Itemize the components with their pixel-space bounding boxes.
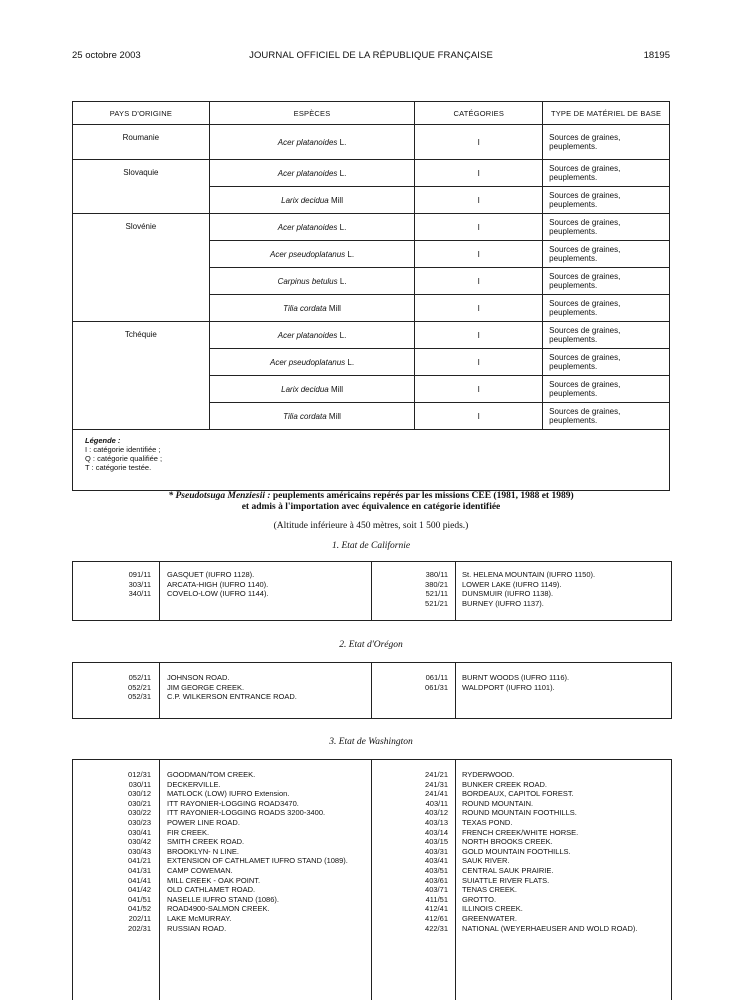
stand-name: WALDPORT (IUFRO 1101). xyxy=(462,682,555,692)
stand-name: DECKERVILLE. xyxy=(167,779,221,789)
material-type-cell: Sources de graines, peuplements. xyxy=(543,125,670,160)
material-type-cell: Sources de graines, peuplements. xyxy=(543,295,670,322)
stand-name: FIR CREEK. xyxy=(167,827,210,837)
stand-name: SUIATTLE RIVER FLATS. xyxy=(462,875,550,885)
column-divider xyxy=(159,663,160,718)
stand-code: 202/31 xyxy=(128,923,151,933)
material-type-cell: Sources de graines, peuplements. xyxy=(543,322,670,349)
stand-code: 041/52 xyxy=(128,904,151,914)
country-cell: Roumanie xyxy=(73,125,210,160)
stand-name: TEXAS POND. xyxy=(462,818,513,827)
table-row xyxy=(73,160,670,187)
species-cell xyxy=(209,160,415,187)
species-cell xyxy=(209,268,415,295)
species-cell xyxy=(209,187,415,214)
stand-code: 030/22 xyxy=(128,808,151,818)
stand-name: NATIONAL (WEYERHAEUSER AND WOLD ROAD). xyxy=(462,923,638,933)
table-header-row xyxy=(73,102,670,125)
species-author: L. xyxy=(347,249,355,259)
stand-name: BURNEY (IUFRO 1137). xyxy=(462,598,544,608)
stand-code: 030/23 xyxy=(128,818,151,827)
category-cell: I xyxy=(415,187,543,214)
header-page-number: 18195 xyxy=(643,50,670,61)
stand-code: 030/41 xyxy=(128,827,151,837)
material-type-cell: Sources de graines, peuplements. xyxy=(543,268,670,295)
column-header: TYPE DE MATÉRIEL DE BASE xyxy=(543,102,670,125)
species-cell xyxy=(209,376,415,403)
stand-code: 380/21 xyxy=(425,579,448,589)
species-author: Mill xyxy=(328,303,341,313)
stand-name: LOWER LAKE (IUFRO 1149). xyxy=(462,579,562,589)
material-type-cell: Sources de graines, peuplements. xyxy=(543,160,670,187)
stand-name: COVELO-LOW (IUFRO 1144). xyxy=(167,589,269,599)
species-name: Tilia cordata xyxy=(283,411,327,421)
species-name: Acer platanoides xyxy=(277,330,338,340)
stand-name: ROAD4900-SALMON CREEK. xyxy=(167,904,270,914)
stand-name: BUNKER CREEK ROAD. xyxy=(462,779,548,789)
legend-line: T : catégorie testée. xyxy=(85,463,152,472)
stand-name: BORDEAUX, CAPITOL FOREST. xyxy=(462,789,574,799)
stand-list-washington xyxy=(72,759,672,1000)
stand-code: 041/31 xyxy=(128,866,151,875)
stand-code: 403/41 xyxy=(425,856,448,866)
stand-name: SAUK RIVER. xyxy=(462,856,510,866)
stand-code: 030/12 xyxy=(128,789,151,799)
stand-name: GASQUET (IUFRO 1128). xyxy=(167,570,255,579)
stand-code: 521/21 xyxy=(425,598,448,608)
stand-name: POWER LINE ROAD. xyxy=(167,818,240,827)
category-cell: I xyxy=(415,322,543,349)
species-cell xyxy=(209,295,415,322)
column-divider xyxy=(159,562,160,620)
column-header: PAYS D'ORIGINE xyxy=(73,102,210,125)
header-journal-title: JOURNAL OFFICIEL DE LA RÉPUBLIQUE FRANÇAISE xyxy=(249,50,493,61)
species-table xyxy=(72,101,670,491)
stand-name: SMITH CREEK ROAD. xyxy=(167,837,245,847)
stand-code: 403/12 xyxy=(425,808,448,818)
stand-code: 422/31 xyxy=(425,923,448,933)
stand-name: CENTRAL SAUK PRAIRIE. xyxy=(462,866,554,875)
stand-name: ILLINOIS CREEK. xyxy=(462,904,523,914)
species-cell xyxy=(209,349,415,376)
country-cell: Slovénie xyxy=(73,214,210,322)
stand-code: 030/43 xyxy=(128,846,151,856)
stand-code: 061/31 xyxy=(425,682,448,692)
stand-name: RYDERWOOD. xyxy=(462,770,515,779)
table-row xyxy=(73,214,670,241)
species-name: Acer pseudoplatanus xyxy=(270,249,346,259)
stand-code: 521/11 xyxy=(425,589,448,599)
stand-name: ROUND MOUNTAIN FOOTHILLS. xyxy=(462,808,577,818)
stand-name: TENAS CREEK. xyxy=(462,885,518,895)
stand-name: BURNT WOODS (IUFRO 1116). xyxy=(462,673,570,682)
stand-name: OLD CATHLAMET ROAD. xyxy=(167,885,256,895)
table-row xyxy=(73,125,670,160)
category-cell: I xyxy=(415,295,543,322)
stand-name: ARCATA-HIGH (IUFRO 1140). xyxy=(167,579,269,589)
note-text-1: peuplements américains repérés par les missions CEE (1981, 1988 et 1989) xyxy=(272,491,574,501)
species-author: Mill xyxy=(328,411,341,421)
species-author: L. xyxy=(339,276,347,286)
stand-name: MATLOCK (LOW) IUFRO Extension. xyxy=(167,789,290,799)
stand-name: DUNSMUIR (IUFRO 1138). xyxy=(462,589,554,599)
species-author: L. xyxy=(339,222,347,232)
stand-name: GREENWATER. xyxy=(462,914,518,923)
stand-code: 041/51 xyxy=(128,894,151,904)
column-header: CATÉGORIES xyxy=(415,102,543,125)
material-type-cell: Sources de graines, peuplements. xyxy=(543,241,670,268)
note-text-2: et admis à l'importation avec équivalence en catégorie identifiée xyxy=(241,502,501,512)
category-cell: I xyxy=(415,125,543,160)
stand-code: 241/41 xyxy=(425,789,448,799)
stand-list-californie xyxy=(72,561,672,621)
column-divider xyxy=(159,760,160,1000)
species-author: L. xyxy=(347,357,355,367)
stand-code: 412/61 xyxy=(425,914,448,923)
column-divider xyxy=(371,663,372,718)
species-author: Mill xyxy=(330,384,343,394)
stand-name: FRENCH CREEK/WHITE HORSE. xyxy=(462,827,579,837)
stand-code: 340/11 xyxy=(128,589,151,599)
column-divider xyxy=(455,562,456,620)
species-author: L. xyxy=(339,137,347,147)
stand-code: 052/31 xyxy=(128,692,151,702)
stand-name: EXTENSION OF CATHLAMET IUFRO STAND (1089). xyxy=(167,856,348,866)
column-divider xyxy=(455,663,456,718)
category-cell: I xyxy=(415,268,543,295)
stand-name: ITT RAYONIER-LOGGING ROADS 3200-3400. xyxy=(167,808,326,818)
legend-line: I : catégorie identifiée ; xyxy=(85,445,161,454)
column-divider xyxy=(371,562,372,620)
stand-code: 403/15 xyxy=(425,837,448,847)
stand-code: 091/11 xyxy=(128,570,151,579)
column-header: ESPÈCES xyxy=(209,102,415,125)
stand-code: 380/11 xyxy=(425,570,448,579)
stand-name: NASELLE IUFRO STAND (1086). xyxy=(167,894,279,904)
stand-code: 202/11 xyxy=(128,914,151,923)
species-name: Acer platanoides xyxy=(277,222,338,232)
stand-name: BROOKLYN- N LINE. xyxy=(167,846,239,856)
header-date: 25 octobre 2003 xyxy=(72,50,141,61)
table-row xyxy=(73,322,670,349)
stand-name: GOODMAN/TOM CREEK. xyxy=(167,770,256,779)
species-author: L. xyxy=(339,168,347,178)
stand-code: 403/13 xyxy=(425,818,448,827)
stand-code: 403/61 xyxy=(425,875,448,885)
column-divider xyxy=(455,760,456,1000)
stand-name: JOHNSON ROAD. xyxy=(167,673,230,682)
stand-name: NORTH BROOKS CREEK. xyxy=(462,837,553,847)
stand-code: 030/42 xyxy=(128,837,151,847)
column-divider xyxy=(371,760,372,1000)
stand-name: C.P. WILKERSON ENTRANCE ROAD. xyxy=(167,692,297,702)
category-cell: I xyxy=(415,403,543,430)
stand-code: 403/51 xyxy=(425,866,448,875)
legend-title: Légende : xyxy=(85,436,121,445)
page-header xyxy=(72,50,670,64)
material-type-cell: Sources de graines, peuplements. xyxy=(543,403,670,430)
stand-code: 411/51 xyxy=(425,894,448,904)
stand-list-oregon xyxy=(72,662,672,719)
stand-code: 052/11 xyxy=(128,673,151,682)
material-type-cell: Sources de graines, peuplements. xyxy=(543,214,670,241)
stand-code: 303/11 xyxy=(128,579,151,589)
country-cell: Tchéquie xyxy=(73,322,210,430)
stand-code: 403/71 xyxy=(425,885,448,895)
category-cell: I xyxy=(415,214,543,241)
stand-code: 041/42 xyxy=(128,885,151,895)
stand-name: MILL CREEK - OAK POINT. xyxy=(167,875,261,885)
species-name: Acer platanoides xyxy=(277,137,338,147)
stand-name: CAMP COWEMAN. xyxy=(167,866,233,875)
stand-code: 403/31 xyxy=(425,846,448,856)
species-author: L. xyxy=(339,330,347,340)
section-title-washington: 3. Etat de Washington xyxy=(329,737,413,747)
material-type-cell: Sources de graines, peuplements. xyxy=(543,349,670,376)
stand-code: 403/14 xyxy=(425,827,448,837)
species-cell xyxy=(209,214,415,241)
stand-code: 041/41 xyxy=(128,875,151,885)
stand-code: 030/11 xyxy=(128,779,151,789)
pseudotsuga-note xyxy=(72,491,670,513)
altitude-note: (Altitude inférieure à 450 mètres, soit 1 500 pieds.) xyxy=(273,521,469,531)
section-title-oregon: 2. Etat d'Orégon xyxy=(339,640,403,650)
stand-code: 012/31 xyxy=(128,770,151,779)
stand-code: 241/31 xyxy=(425,779,448,789)
species-cell xyxy=(209,125,415,160)
category-cell: I xyxy=(415,160,543,187)
category-cell: I xyxy=(415,349,543,376)
category-cell: I xyxy=(415,241,543,268)
species-cell xyxy=(209,403,415,430)
stand-code: 403/11 xyxy=(425,798,448,808)
material-type-cell: Sources de graines, peuplements. xyxy=(543,187,670,214)
country-cell: Slovaquie xyxy=(73,160,210,214)
stand-name: ITT RAYONIER-LOGGING ROAD3470. xyxy=(167,798,299,808)
species-cell xyxy=(209,241,415,268)
stand-name: ROUND MOUNTAIN. xyxy=(462,798,534,808)
stand-name: St. HELENA MOUNTAIN (IUFRO 1150). xyxy=(462,570,596,579)
section-title-californie: 1. Etat de Californie xyxy=(331,541,411,551)
stand-name: RUSSIAN ROAD. xyxy=(167,923,227,933)
legend xyxy=(73,430,670,491)
stand-name: LAKE McMURRAY. xyxy=(167,914,232,923)
species-name: Acer platanoides xyxy=(277,168,338,178)
stand-code: 030/21 xyxy=(128,798,151,808)
species-name: Tilia cordata xyxy=(283,303,327,313)
stand-code: 412/41 xyxy=(425,904,448,914)
legend-row xyxy=(73,430,670,491)
species-name: Acer pseudoplatanus xyxy=(270,357,346,367)
species-author: Mill xyxy=(330,195,343,205)
stand-code: 061/11 xyxy=(425,673,448,682)
category-cell: I xyxy=(415,376,543,403)
species-name: Carpinus betulus xyxy=(277,276,338,286)
stand-name: GOLD MOUNTAIN FOOTHILLS. xyxy=(462,846,571,856)
stand-name: JIM GEORGE CREEK. xyxy=(167,682,245,692)
species-name: Larix decidua xyxy=(281,384,329,394)
note-species: * Pseudotsuga Menziesii : xyxy=(168,491,271,501)
species-name: Larix decidua xyxy=(281,195,329,205)
stand-code: 052/21 xyxy=(128,682,151,692)
species-cell xyxy=(209,322,415,349)
stand-code: 241/21 xyxy=(425,770,448,779)
stand-code: 041/21 xyxy=(128,856,151,866)
material-type-cell: Sources de graines, peuplements. xyxy=(543,376,670,403)
legend-line: Q : catégorie qualifiée ; xyxy=(85,454,163,463)
stand-name: GROTTO. xyxy=(462,894,497,904)
